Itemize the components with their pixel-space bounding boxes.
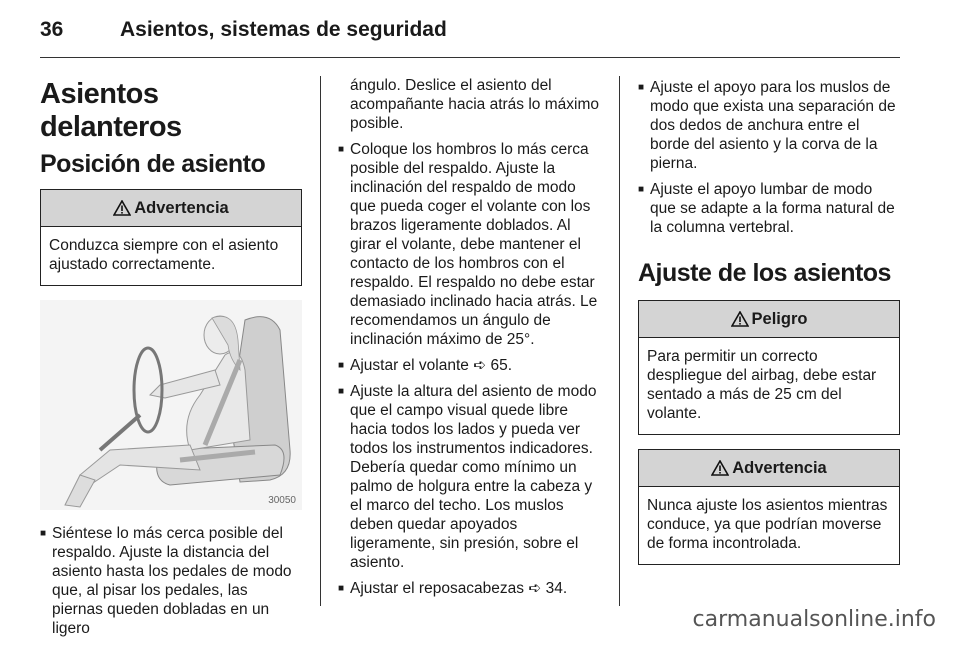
illustration-code: 30050 [268,495,296,506]
list-item: ■ Coloque los hombros lo más cerca posible del respaldo. Ajuste la inclinación del respaldo de modo que pueda coger el volante con los brazos ligeramente doblados. Al girar el volante, debe mantener el contacto de los hombros con el respaldo. El respaldo no debe estar demasiado inclinado hacia atrás. Le recomendamos un ángulo de inclinación máximo de 25°. [338,141,598,348]
warning-box [638,449,900,565]
column-divider [619,76,620,606]
warning-box-header [639,450,899,487]
list-item: ■ Siéntese lo más cerca posible del respaldo. Ajuste la distancia del asiento hasta los pedales de modo que, al pisar los pedales, las piernas queden dobladas en un ligero [40,525,292,637]
danger-box-header [639,301,899,338]
page-number: 36 [40,18,64,41]
warning-box-title: Advertencia [732,458,827,477]
warning-box [40,189,302,286]
column-3 [638,70,900,579]
bullet-icon: ■ [338,360,345,371]
subsection-heading: Posición de asiento [40,150,266,178]
warning-triangle-icon [731,311,749,327]
list-item: ■ Ajuste la altura del asiento de modo que el campo visual quede libre hacia todos los lados y pueda ver todos los instrumentos indicadores. Debería quedar como mínimo un palmo de holgura entre la cabeza y el marco del techo. Los muslos deben quedar apoyados ligeramente, sin presión, sobre el asiento. [338,383,597,571]
column-divider [320,76,321,606]
section-heading: Asientos delanteros [40,78,182,143]
section-heading: Ajuste de los asientos [638,259,891,287]
running-title: Asientos, sistemas de seguridad [120,18,447,41]
list-item: ■ Ajustar el volante ➪ 65. [338,357,513,374]
bullet-icon: ■ [40,528,47,539]
warning-box-title: Advertencia [134,198,229,217]
bullet-icon: ■ [338,144,345,155]
bullet-icon: ■ [638,82,645,93]
warning-box-body: Conduzca siempre con el asiento ajustado correctamente. [49,237,279,273]
page-header [40,14,900,54]
list-item: ■ Ajuste el apoyo lumbar de modo que se adapte a la forma natural de la columna vertebral. [638,181,895,236]
list-item: ■ Ajuste el apoyo para los muslos de modo que exista una separación de dos dedos de anchura entre el borde del asiento y la corva de la pierna. [638,79,896,172]
list-item: ■ Ajustar el reposacabezas ➪ 34. [338,580,568,597]
warning-triangle-icon [113,200,131,216]
warning-triangle-icon [711,460,729,476]
bullet-icon: ■ [338,583,345,594]
danger-box-body: Para permitir un correcto despliegue del airbag, debe estar sentado a más de 25 cm del volante. [647,348,877,422]
header-rule [40,57,900,58]
watermark: carmanualsonline.info [692,607,936,632]
danger-box [638,300,900,435]
column-1 [40,70,302,645]
warning-box-header [41,190,301,227]
bullet-icon: ■ [638,184,645,195]
bullet-icon: ■ [338,386,345,397]
danger-box-title: Peligro [751,309,808,328]
warning-box-body: Nunca ajuste los asientos mientras conduce, ya que podrían moverse de forma incontrolada. [647,497,888,552]
column-2 [338,70,602,605]
seat-position-illustration [40,300,302,510]
continuation-text: ángulo. Deslice el asiento del acompañante hacia atrás lo máximo posible. [350,77,599,132]
